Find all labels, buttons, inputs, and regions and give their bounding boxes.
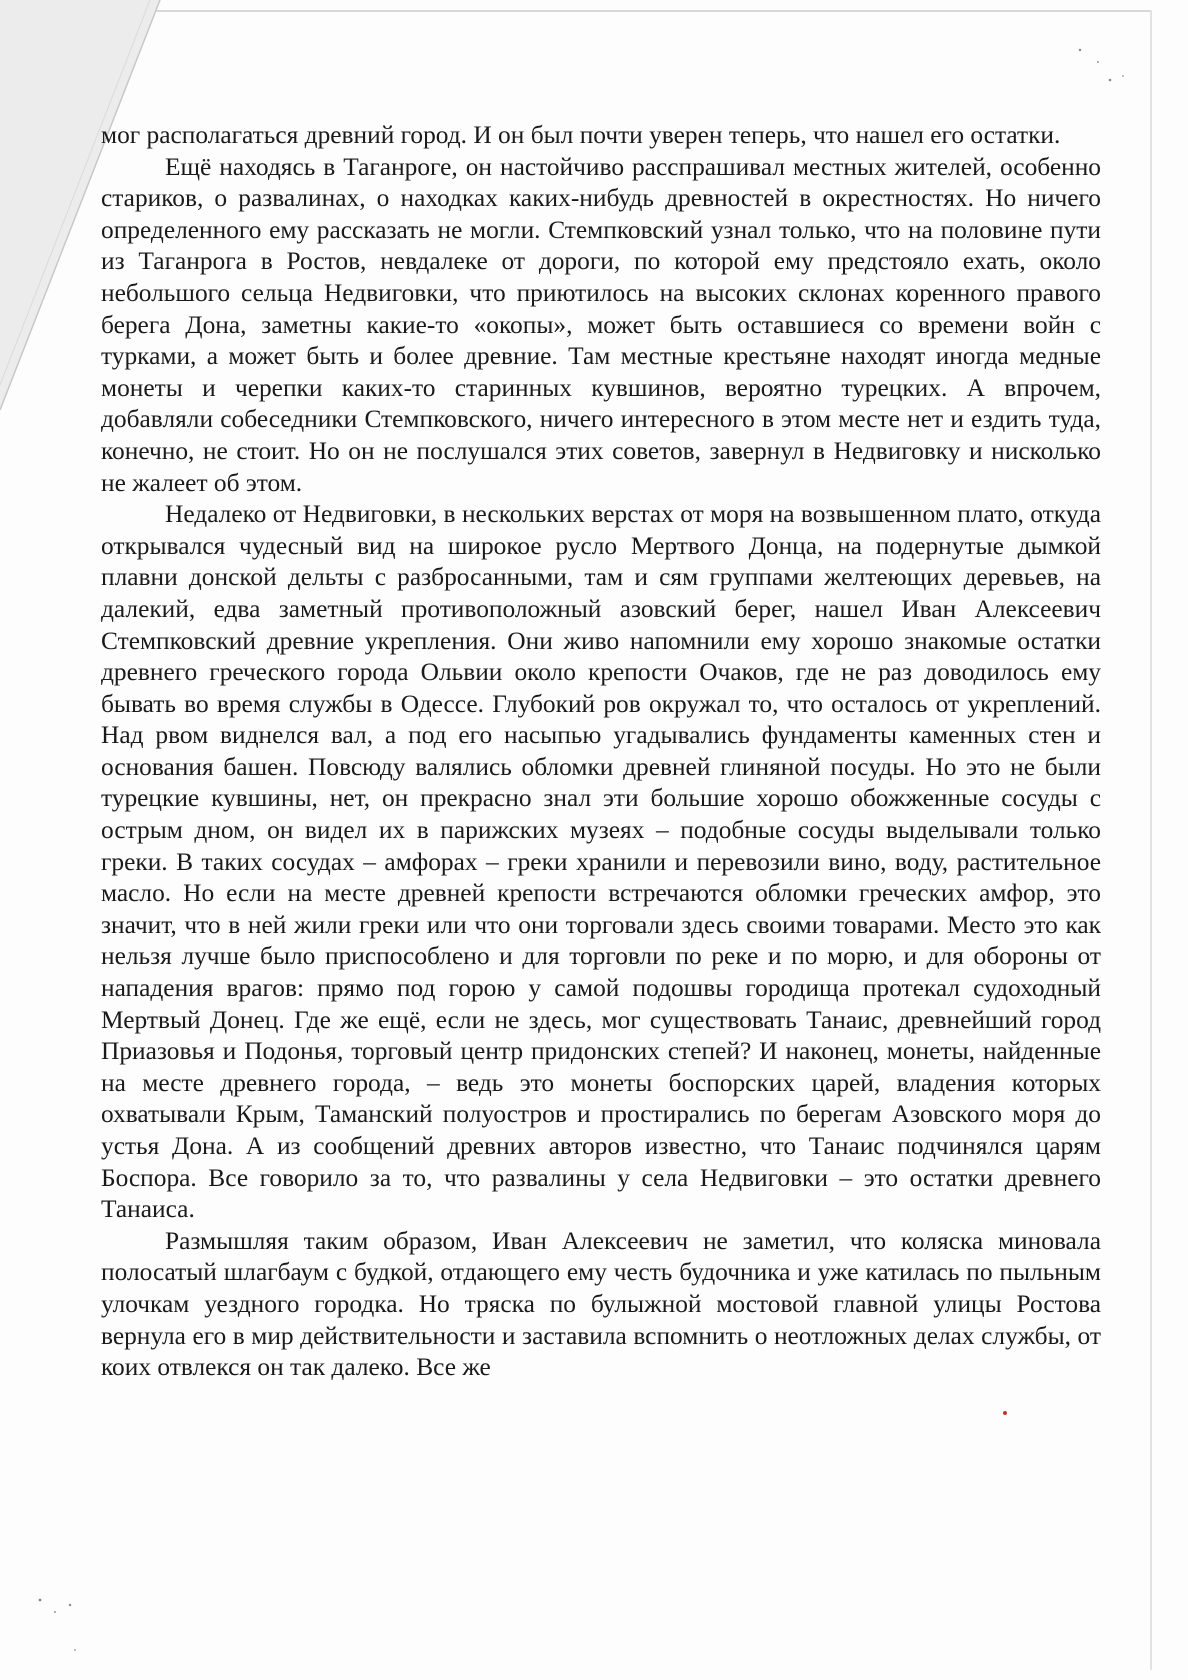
paragraph-3: Недалеко от Недвиговки, в нескольких верстах от моря на возвышенном плато, откуда открывался чудесный вид на широкое русло Мертвого Донца, на подернутые дымкой плавни донской дельты с разбросанными, там и сям группами желтеющих деревьев, на далекий, едва заметный противоположный азовский берег, нашел Иван Алексеевич Стемпковский древние укрепления. Они живо напомнили ему хорошо знакомые остатки древнего греческого города Ольвии около крепости Очаков, где не раз доводилось ему бывать во время службы в Одессе. Глубокий ров окружал то, что осталось от укреплений. Над рвом виднелся вал, а под его насыпью угадывались фундаменты каменных стен и основания башен. Повсюду валялись обломки древней глиняной посуды. Но это не были турецкие кувшины, нет, он прекрасно знал эти большие хорошо обожженные сосуды с острым дном, он видел их в парижских музеях – подобные сосуды выделывали только греки. В таких сосудах – амфорах – греки хранили и перевозили вино, воду, растительное масло. Но если на месте древней крепости встречаются обломки греческих амфор, это значит, что в ней жили греки или что они торговали здесь своими товарами. Место это как нельзя лучше было приспособлено и для торговли по реке и по морю, и для обороны от нападения врагов: прямо под горою у самой подошвы городища протекал судоходный Мертвый Донец. Где же ещё, если не здесь, мог существовать Танаис, древнейший город Приазовья и Подонья, торговый центр придонских степей? И наконец, монеты, найденные на месте древнего города, – ведь это монеты боспорских царей, владения которых охватывали Крым, Таманский полуостров и простирались по берегам Азовского моря до устья Дона. А из сообщений древних авторов известно, что Танаис подчинялся царям Боспора. Все говорило за то, что развалины у села Недвиговки – это остатки древнего Танаиса. — [101, 500, 1101, 1224]
speck — [74, 1649, 76, 1651]
speck — [1097, 61, 1099, 63]
paragraph-2: Ещё находясь в Таганроге, он настойчиво расспрашивал местных жителей, особенно стариков, о развалинах, о находках каких-нибудь древностей в окрестностях. Но ничего определенного ему рассказать не могли. Стемпковский узнал только, что на половине пути из Таганрога в Ростов, невдалеке от дороги, по которой ему предстояло ехать, около небольшого сельца Недвиговки, что приютилось на высоких склонах коренного правого берега Дона, заметны какие-то «окопы», может быть оставшиеся со времени войн с турками, а может быть и более древние. Там местные крестьяне находят иногда медные монеты и черепки каких-то старинных кувшинов, вероятно турецких. А впрочем, добавляли собеседники Стемпковского, ничего интересного в этом месте нет и ездить туда, конечно, не стоит. Но он не послушался этих советов, завернул в Недвиговку и нисколько не жалеет об этом. — [101, 152, 1101, 497]
page-top-edge — [150, 10, 1150, 12]
paragraph-4: Размышляя таким образом, Иван Алексеевич не заметил, что коляска миновала полосатый шлагбаум с будкой, отдающего ему честь будочника и уже катилась по пыльным улочкам уездного городка. Но тряска по булыжной мостовой главной улицы Ростова вернула его в мир действительности и заставила вспомнить о неотложных делах службы, от коих отвлекся он так далеко. Все же — [101, 1226, 1101, 1382]
speck — [39, 1599, 42, 1602]
red-speck — [1003, 1411, 1007, 1415]
speck — [69, 1604, 71, 1606]
speck — [1079, 49, 1081, 51]
speck — [1109, 79, 1112, 82]
paragraph-1: мог располагаться древний город. И он был почти уверен теперь, что нашел его остатки. — [101, 121, 1061, 149]
speck — [1122, 75, 1124, 77]
page-right-edge — [1150, 10, 1152, 1670]
document-body — [101, 120, 1101, 1384]
speck — [54, 1611, 56, 1613]
